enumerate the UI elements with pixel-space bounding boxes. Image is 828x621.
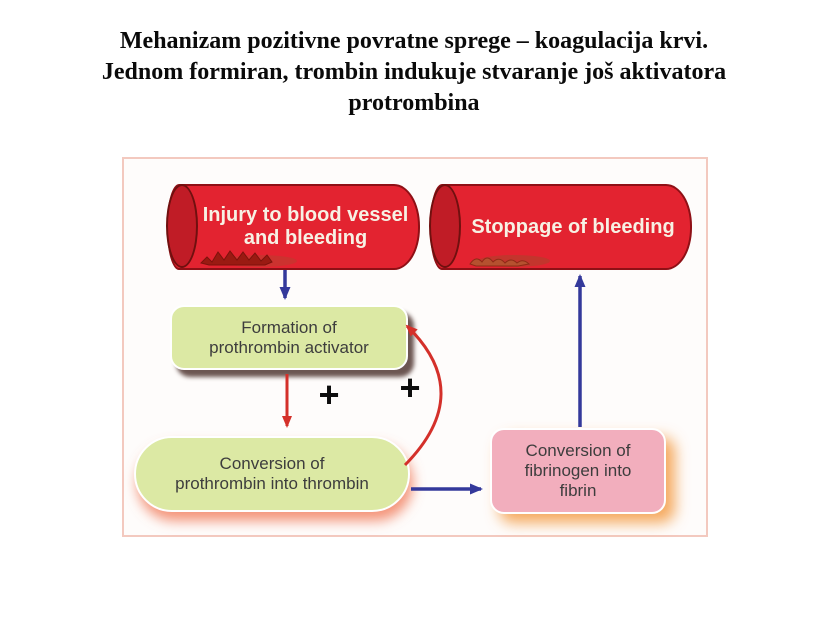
box-fibrin-line-3: fibrin (559, 481, 597, 500)
box-fibrin-line-2: fibrinogen into (524, 461, 632, 480)
coagulation-diagram (122, 157, 708, 537)
box-thrombin-line-1: Conversion of (219, 454, 325, 473)
vessel-stoppage-label (432, 186, 690, 268)
title-line-3: protrombina (348, 90, 480, 116)
box-thrombin-line-2: prothrombin into thrombin (175, 474, 369, 493)
vessel-injury-line-2: and bleeding (243, 227, 368, 249)
vessel-stoppage-line-1: Stoppage of bleeding (471, 215, 675, 238)
box-formation-line-1: Formation of (241, 317, 337, 337)
box-fibrin (490, 428, 666, 514)
title-line-1: Mehanizam pozitivne povratne sprege – koagulacija krvi. (119, 28, 709, 54)
vessel-injury-label (169, 186, 418, 268)
box-formation-line-2: prothrombin activator (209, 337, 369, 357)
vessel-injury-line-1: Injury to blood vessel (202, 204, 409, 226)
box-formation (170, 305, 408, 370)
plus-sign-left: + (318, 374, 340, 415)
vessel-stoppage (430, 184, 692, 270)
box-fibrin-line-1: Conversion of (525, 441, 631, 460)
slide-title (0, 26, 828, 119)
box-thrombin (134, 436, 410, 512)
plus-sign-right: + (399, 367, 421, 408)
vessel-injury (167, 184, 420, 270)
title-line-2: Jednom formiran, trombin indukuje stvaranje još aktivatora (101, 59, 727, 85)
